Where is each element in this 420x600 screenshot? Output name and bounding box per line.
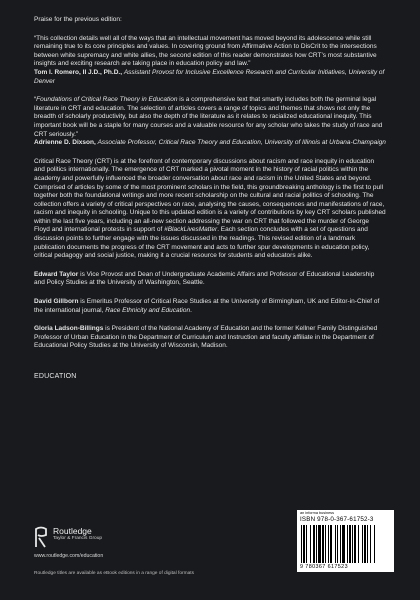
publisher-group: Taylor & Francis Group xyxy=(53,536,103,541)
barcode-icon xyxy=(300,525,391,563)
quote-dixson-name: Adrienne D. Dixson, xyxy=(34,139,96,147)
quote-dixson xyxy=(34,96,386,139)
bio-ladson-billings-name: Gloria Ladson-Billings xyxy=(34,325,104,333)
bio-taylor-name: Edward Taylor xyxy=(34,270,79,278)
book-description xyxy=(34,158,386,261)
quote-dixson-open: “ xyxy=(34,96,37,104)
ebook-footnote: Routledge titles are available as eBook editions in a range of digital formats xyxy=(34,571,194,576)
publisher-logo xyxy=(34,526,214,566)
isbn-text: ISBN 978-0-367-61752-3 xyxy=(300,516,374,523)
description-part-2: . Each section concludes with a set of questions and discussion points to further engage with the issues discussed in the readings. This revised edition of a landmark publication documents the progress of the CRT movement and acts to further spur developments in education policy, critical pedagogy and social justice, making it a crucial resource for students and educators alike. xyxy=(34,226,370,260)
quote-romero: “This collection details well all of the ways that an intellectual movement has moved beyond its adolescence while still remaining true to its core principles and values. In covering ground from Affirmative Action to DisCrit to the intersections between white supremacy and white allies, the second edition of this reader demonstrates how CRT’s most substantive insights and exciting research are taking place in education policy and law.” xyxy=(34,34,377,68)
quote-romero-name: Tom I. Romero, II J.D., Ph.D., xyxy=(34,68,123,76)
bio-ladson-billings-text: is President of the National Academy of Education and the former Kellner Family Distinguished Professor of Urban Education in the Department of Curriculum and Instruction and faculty affiliate in the Department of Educational Policy Studies at the University of Wisconsin, Madison. xyxy=(34,325,378,350)
routledge-logo-icon xyxy=(34,526,48,548)
barcode-header: an informa business xyxy=(300,511,334,515)
bio-gillborn-journal: Race Ethnicity and Education xyxy=(105,306,191,314)
publisher-url[interactable]: www.routledge.com/education xyxy=(34,553,104,559)
bio-taylor xyxy=(34,271,386,288)
bio-taylor-text: is Vice Provost and Dean of Undergraduate Academic Affairs and Professor of Educational Leadership and Policy Studies at the University of Washington, Seattle. xyxy=(34,270,375,287)
quote-dixson-role: Associate Professor, Critical Race Theory and Education, University of Illinois at Urbana-Champaign xyxy=(97,139,386,147)
cover-footer xyxy=(34,510,394,590)
quote-dixson-text: is a comprehensive text that smartly includes both the germinal legal literature in CRT and education. The selection of articles covers a range of topics and themes that shows not only the breadth of scholarly productivity, but also the depth of the literature as it relates to racialized educational inequity. This important book will be a staple for many courses and a valuable resource for any scholar who takes the study of race and CRT seriously.” xyxy=(34,96,383,138)
bio-gillborn-name: David Gillborn xyxy=(34,298,79,306)
bio-gillborn xyxy=(34,298,386,315)
quote-romero-role: Assistant Provost for Inclusive Excellence Research and Curricular Initiatives, University of Denver xyxy=(34,68,385,85)
publisher-name: Routledge xyxy=(53,526,92,536)
quote-romero-attribution xyxy=(34,69,386,86)
description-part-1: Critical Race Theory (CRT) is at the forefront of contemporary discussions about racism and race inequity in education and politics internationally. The emergence of CRT marked a pivotal moment in the history of racial politics within the academy and powerfully influenced the broader conversation about race and racism in the United States and beyond. Comprised of articles by some of the most prominent scholars in the field, this groundbreaking anthology is the first to pull together both the foundational writings and more recent scholarship on the cultural and racial politics of schooling. The collection offers a variety of critical perspectives on race, analysing the causes, consequences and manifestations of race, racism and inequity in schooling. Unique to this updated edition is a variety of contributions by key CRT scholars published within the last five years, including an all-new section addressing the war on CRT that followed the murder of George Floyd and international protests in support of xyxy=(34,157,386,234)
barcode-digits: 9 780367 617523 xyxy=(300,564,348,570)
bio-gillborn-end: . xyxy=(190,306,192,314)
barcode-panel xyxy=(297,510,394,572)
description-hashtag: #BlackLivesMatter xyxy=(164,226,218,234)
bio-ladson-billings xyxy=(34,325,386,351)
quote-dixson-book-title: Foundations of Critical Race Theory in Education xyxy=(36,96,178,104)
bio-gillborn-text: is Emeritus Professor of Critical Race Studies at the University of Birmingham, UK and Editor-in-Chief of the international journal, xyxy=(34,298,380,314)
quote-dixson-attribution xyxy=(34,139,386,148)
subject-category: EDUCATION xyxy=(34,373,77,380)
praise-heading: Praise for the previous edition: xyxy=(34,16,122,23)
